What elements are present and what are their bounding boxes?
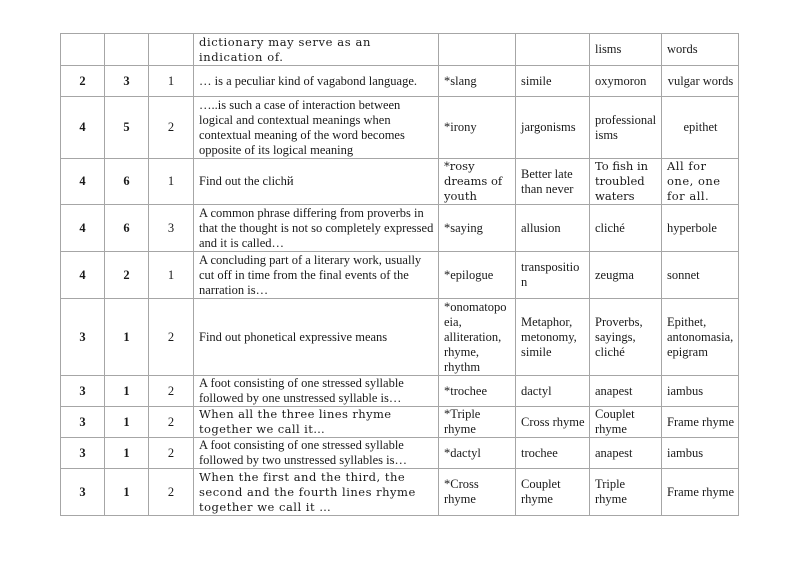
- option-cell-2: [516, 34, 590, 66]
- option-cell-4: Frame rhyme: [662, 469, 739, 516]
- question-cell: A foot consisting of one stressed syllable followed by one unstressed syllable is…: [194, 376, 439, 407]
- option-cell-2: transposition: [516, 252, 590, 299]
- table-row: [61, 34, 739, 66]
- option-cell-1: *irony: [439, 97, 516, 159]
- question-cell: A common phrase differing from proverbs in that the thought is not so completely expressed and it is called…: [194, 205, 439, 252]
- question-cell: Find out phonetical expressive means: [194, 299, 439, 376]
- cell-col-a: [61, 34, 105, 66]
- table-row: [61, 66, 739, 97]
- option-cell-1: *dactyl: [439, 438, 516, 469]
- cell-col-c: 1: [149, 66, 194, 97]
- option-cell-2: allusion: [516, 205, 590, 252]
- question-cell: …..is such a case of interaction between logical and contextual meanings when contextual meaning of the word becomes opposite of its logical meaning: [194, 97, 439, 159]
- option-cell-4: sonnet: [662, 252, 739, 299]
- option-cell-3: cliché: [590, 205, 662, 252]
- table-row: [61, 438, 739, 469]
- cell-col-a: 4: [61, 252, 105, 299]
- cell-col-a: 3: [61, 438, 105, 469]
- question-cell: A concluding part of a literary work, usually cut off in time from the final events of the narration is…: [194, 252, 439, 299]
- option-cell-1: *saying: [439, 205, 516, 252]
- option-cell-3: anapest: [590, 376, 662, 407]
- option-cell-2: trochee: [516, 438, 590, 469]
- cell-col-c: 2: [149, 469, 194, 516]
- cell-col-b: 6: [105, 159, 149, 205]
- option-cell-4: vulgar words: [662, 66, 739, 97]
- cell-col-b: 3: [105, 66, 149, 97]
- cell-col-a: 4: [61, 97, 105, 159]
- question-cell: Find out the clichй: [194, 159, 439, 205]
- cell-col-b: 1: [105, 407, 149, 438]
- cell-col-c: 2: [149, 407, 194, 438]
- table-row: [61, 252, 739, 299]
- option-cell-4: epithet: [662, 97, 739, 159]
- table-row: [61, 376, 739, 407]
- question-cell: When all the three lines rhyme together we call it…: [194, 407, 439, 438]
- option-cell-2: Metaphor, metonomy, simile: [516, 299, 590, 376]
- cell-col-a: 3: [61, 299, 105, 376]
- option-cell-2: jargonisms: [516, 97, 590, 159]
- table-row: [61, 97, 739, 159]
- cell-col-a: 2: [61, 66, 105, 97]
- option-cell-1: *rosy dreams of youth: [439, 159, 516, 205]
- option-cell-4: All for one, one for all.: [662, 159, 739, 205]
- cell-col-c: 3: [149, 205, 194, 252]
- cell-col-c: 2: [149, 438, 194, 469]
- option-cell-3: To fish in troubled waters: [590, 159, 662, 205]
- option-cell-3: Proverbs, sayings, cliché: [590, 299, 662, 376]
- cell-col-b: 1: [105, 438, 149, 469]
- option-cell-1: *Cross rhyme: [439, 469, 516, 516]
- cell-col-c: 2: [149, 299, 194, 376]
- option-cell-3: professionalisms: [590, 97, 662, 159]
- option-cell-1: *onomatopoeia, alliteration, rhyme, rhythm: [439, 299, 516, 376]
- option-cell-3: zeugma: [590, 252, 662, 299]
- cell-col-b: 1: [105, 469, 149, 516]
- cell-col-b: 6: [105, 205, 149, 252]
- question-cell: dictionary may serve as an indication of.: [194, 34, 439, 66]
- cell-col-b: 5: [105, 97, 149, 159]
- option-cell-4: words: [662, 34, 739, 66]
- cell-col-c: 1: [149, 159, 194, 205]
- cell-col-b: 2: [105, 252, 149, 299]
- option-cell-4: iambus: [662, 438, 739, 469]
- cell-col-c: [149, 34, 194, 66]
- option-cell-1: *Triple rhyme: [439, 407, 516, 438]
- option-cell-2: Couplet rhyme: [516, 469, 590, 516]
- option-cell-3: oxymoron: [590, 66, 662, 97]
- option-cell-2: simile: [516, 66, 590, 97]
- cell-col-a: 4: [61, 159, 105, 205]
- question-table: [60, 33, 739, 516]
- cell-col-a: 3: [61, 469, 105, 516]
- question-cell: A foot consisting of one stressed syllable followed by two unstressed syllables is…: [194, 438, 439, 469]
- question-cell: … is a peculiar kind of vagabond language.: [194, 66, 439, 97]
- cell-col-a: 4: [61, 205, 105, 252]
- cell-col-b: 1: [105, 376, 149, 407]
- cell-col-c: 1: [149, 252, 194, 299]
- cell-col-c: 2: [149, 97, 194, 159]
- cell-col-b: 1: [105, 299, 149, 376]
- option-cell-4: iambus: [662, 376, 739, 407]
- question-cell: When the first and the third, the second and the fourth lines rhyme together we call it …: [194, 469, 439, 516]
- option-cell-3: Couplet rhyme: [590, 407, 662, 438]
- option-cell-4: Frame rhyme: [662, 407, 739, 438]
- table-row: [61, 299, 739, 376]
- cell-col-b: [105, 34, 149, 66]
- table-row: [61, 159, 739, 205]
- option-cell-2: Better late than never: [516, 159, 590, 205]
- option-cell-3: anapest: [590, 438, 662, 469]
- option-cell-1: [439, 34, 516, 66]
- option-cell-3: lisms: [590, 34, 662, 66]
- option-cell-3: Triple rhyme: [590, 469, 662, 516]
- option-cell-2: Cross rhyme: [516, 407, 590, 438]
- table-row: [61, 407, 739, 438]
- cell-col-a: 3: [61, 407, 105, 438]
- option-cell-2: dactyl: [516, 376, 590, 407]
- table-row: [61, 469, 739, 516]
- option-cell-1: *slang: [439, 66, 516, 97]
- cell-col-c: 2: [149, 376, 194, 407]
- table-row: [61, 205, 739, 252]
- option-cell-4: Epithet, antonomasia, epigram: [662, 299, 739, 376]
- option-cell-1: *trochee: [439, 376, 516, 407]
- option-cell-4: hyperbole: [662, 205, 739, 252]
- cell-col-a: 3: [61, 376, 105, 407]
- option-cell-1: *epilogue: [439, 252, 516, 299]
